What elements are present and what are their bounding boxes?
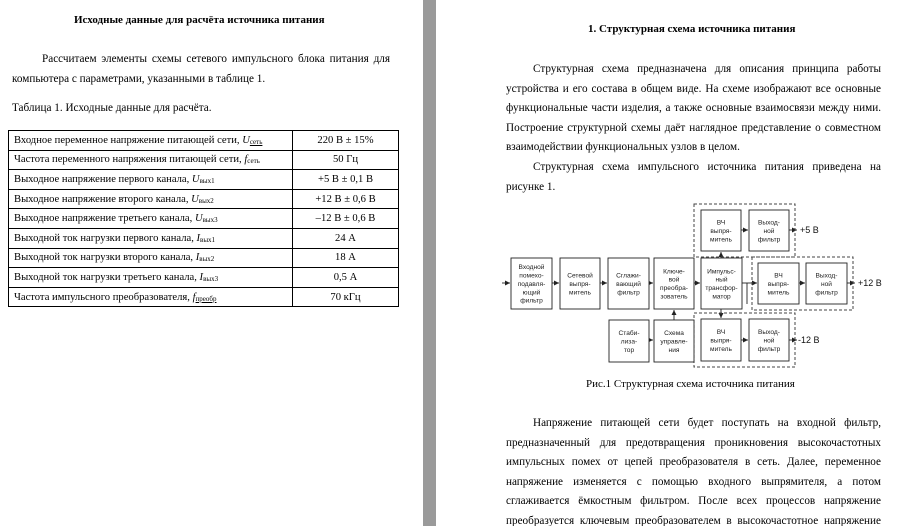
intro-line: компьютера с параметрами, указанными в таблице 1.	[12, 72, 266, 85]
parameter-symbol: $U_{вых2}$	[191, 193, 214, 205]
parameter-label: Частота импульсного преобразователя,	[14, 291, 193, 303]
source-data-table	[8, 130, 399, 307]
output-filter-block-neg12v	[749, 319, 789, 361]
block-label-line: митель	[710, 345, 732, 353]
parameter-cell	[9, 209, 293, 229]
block-label-line: выпря-	[710, 337, 732, 345]
output-voltage-label: -12 В	[798, 335, 820, 345]
hf-rectifier-block-12v	[758, 263, 799, 304]
block-label-line: вающий	[616, 280, 641, 288]
block-label-line: выпря-	[569, 280, 591, 288]
key-converter-block	[654, 258, 694, 309]
parameter-label: Выходной ток нагрузки второго канала,	[14, 252, 196, 264]
hf-rectifier-block-5v	[701, 210, 741, 251]
parameter-symbol: $f_{преобр}$	[192, 291, 217, 303]
parameter-symbol: $U_{вых3}$	[194, 213, 218, 225]
parameter-label: Выходной ток нагрузки третьего канала,	[14, 271, 200, 283]
output-filter-block-12v	[806, 263, 847, 304]
value-cell: +12 В ± 0,6 В	[293, 189, 399, 209]
parameter-cell	[9, 150, 293, 170]
block-label-line: Входной	[518, 264, 545, 272]
block-label-line: преобра-	[660, 285, 688, 293]
block-label-line: фильтр	[617, 289, 640, 297]
block-label-line: вой	[668, 276, 680, 284]
parameter-label: Выходное напряжение третьего канала,	[14, 213, 195, 225]
block-label-line: ющий	[522, 289, 541, 297]
paragraph-line: преобразуется ключевым преобразователем в высокочастотное напряжение	[506, 514, 881, 526]
table-row	[9, 268, 399, 288]
value-cell: 24 А	[293, 228, 399, 248]
table-row	[9, 170, 399, 190]
block-label-line: фильтр	[815, 289, 838, 297]
output-filter-block-5v	[749, 210, 789, 251]
block-label-line: помехо-	[519, 272, 544, 280]
block-label-line: ВЧ	[716, 329, 726, 336]
pulse-transformer-block	[701, 258, 742, 309]
block-label-line: выпря-	[710, 227, 732, 235]
parameter-symbol: $f_{сеть}$	[244, 154, 260, 166]
output-voltage-label: +5 В	[800, 225, 819, 235]
paragraph-line: функциональные части изделия, а также основные взаимосвязи между ними.	[506, 102, 881, 115]
paragraph-line: предназначенный для предотвращения проникновения высокочастотных	[506, 436, 881, 449]
value-cell: 70 кГц	[293, 287, 399, 307]
paragraph-line: Напряжение питающей сети будет поступать на входной фильтр,	[533, 417, 881, 429]
value-cell: 220 В ± 15%	[293, 131, 399, 151]
structure-description-paragraph	[506, 60, 881, 197]
paragraph-line: Построение структурной схемы даёт наглядное представление о совместном	[506, 121, 881, 134]
parameter-symbol: $U_{вых1}$	[191, 173, 215, 185]
paragraph-line: рисунке 1.	[506, 180, 556, 193]
intro-paragraph	[12, 50, 390, 89]
table-row	[9, 287, 399, 307]
paragraph-line: напряжение изменяется с помощью входного выпрямителя, а потом	[506, 475, 881, 488]
control-circuit-block	[654, 320, 694, 362]
block-label-line: ния	[668, 346, 680, 354]
block-label-line: фильтр	[520, 297, 543, 305]
paragraph-line: устройства и его состава в общем виде. На схеме изображают все основные	[506, 82, 881, 95]
block-label-line: подавля-	[517, 280, 546, 288]
block-label-line: Выход-	[815, 272, 838, 280]
block-label-line: ный	[715, 276, 728, 284]
value-cell: 50 Гц	[293, 150, 399, 170]
input-filter-block	[511, 258, 552, 309]
parameter-symbol: $I_{вых3}$	[199, 271, 219, 283]
parameter-label: Выходное напряжение второго канала,	[14, 193, 192, 205]
table-row	[9, 150, 399, 170]
value-cell: 18 А	[293, 248, 399, 268]
table-caption: Таблица 1. Исходные данные для расчёта.	[12, 102, 212, 114]
parameter-label: Выходное напряжение первого канала,	[14, 173, 192, 185]
paragraph-line: Структурная схема предназначена для описания принципа работы	[533, 63, 881, 75]
parameter-cell	[9, 189, 293, 209]
value-cell: 0,5 А	[293, 268, 399, 288]
parameter-symbol: $U_{сеть}$	[242, 134, 263, 146]
value-cell: –12 В ± 0,6 В	[293, 209, 399, 229]
block-label-line: ной	[763, 227, 775, 235]
table-row	[9, 228, 399, 248]
figure-caption: Рис.1 Структурная схема источника питания	[586, 378, 795, 390]
stabilizer-block	[609, 320, 649, 362]
block-label-line: ВЧ	[774, 272, 783, 280]
right-document-page	[436, 0, 899, 526]
left-page-heading: Исходные данные для расчёта источника питания	[74, 14, 325, 26]
block-label-line: митель	[710, 236, 732, 244]
parameter-label: Входное переменное напряжение питающей сети,	[14, 134, 243, 146]
block-label-line: выпря-	[767, 280, 790, 288]
table-row	[9, 209, 399, 229]
block-label-line: Импульс-	[707, 268, 736, 276]
block-label-line: ной	[821, 280, 832, 288]
table-row	[9, 189, 399, 209]
operation-description-paragraph	[506, 414, 881, 526]
structure-diagram	[436, 194, 899, 370]
block-label-line: лиза-	[620, 338, 638, 346]
mains-rectifier-block	[560, 258, 600, 309]
block-label-line: тор	[623, 346, 635, 354]
block-label-line: митель	[569, 289, 591, 297]
block-label-line: Стаби-	[618, 330, 640, 337]
parameter-label: Выходной ток нагрузки первого канала,	[14, 232, 197, 244]
parameter-cell	[9, 170, 293, 190]
parameter-cell	[9, 287, 293, 307]
block-label-line: митель	[767, 289, 790, 297]
table-row	[9, 248, 399, 268]
parameter-cell	[9, 228, 293, 248]
block-label-line: Сетевой	[567, 272, 593, 280]
block-label-line: Выход-	[758, 329, 780, 336]
paragraph-line: Структурная схема импульсного источника питания приведена на	[533, 160, 881, 173]
smoothing-filter-block	[608, 258, 649, 309]
block-label-line: трансфор-	[705, 285, 738, 293]
table-row	[9, 131, 399, 151]
parameter-cell	[9, 131, 293, 151]
block-label-line: Сглажи-	[616, 272, 641, 280]
block-label-line: Схема	[664, 330, 684, 337]
block-label-line: управле-	[660, 338, 688, 346]
output-voltage-label: +12 В	[858, 278, 882, 288]
paragraph-line: сглаживается ёмкостным фильтром. После всех процессов напряжение	[506, 495, 881, 508]
right-page-heading: 1. Структурная схема источника питания	[588, 23, 796, 35]
parameter-symbol: $I_{вых1}$	[196, 232, 216, 244]
block-label-line: Ключе-	[663, 268, 685, 276]
intro-line: Рассчитаем элементы схемы сетевого импульсного блока питания для	[42, 53, 390, 65]
block-label-line: зователь	[660, 293, 688, 301]
parameter-cell	[9, 268, 293, 288]
parameter-cell	[9, 248, 293, 268]
block-label-line: фильтр	[757, 345, 781, 353]
paragraph-line: взаимодействии функциональных узлов в целом.	[506, 141, 740, 154]
block-label-line: ной	[763, 337, 775, 345]
block-label-line: матор	[712, 293, 731, 301]
value-cell: +5 В ± 0,1 В	[293, 170, 399, 190]
paragraph-line: импульсных помех от цепей преобразователя в сеть. Далее, переменное	[506, 456, 881, 469]
block-label-line: Выход-	[758, 219, 780, 227]
block-label-line: ВЧ	[716, 219, 726, 227]
hf-rectifier-block-neg12v	[701, 319, 741, 361]
left-document-page	[0, 0, 423, 526]
parameter-symbol: $I_{вых2}$	[195, 252, 215, 264]
block-label-line: фильтр	[757, 236, 781, 244]
parameter-label: Частота переменного напряжения питающей сети,	[14, 154, 245, 166]
